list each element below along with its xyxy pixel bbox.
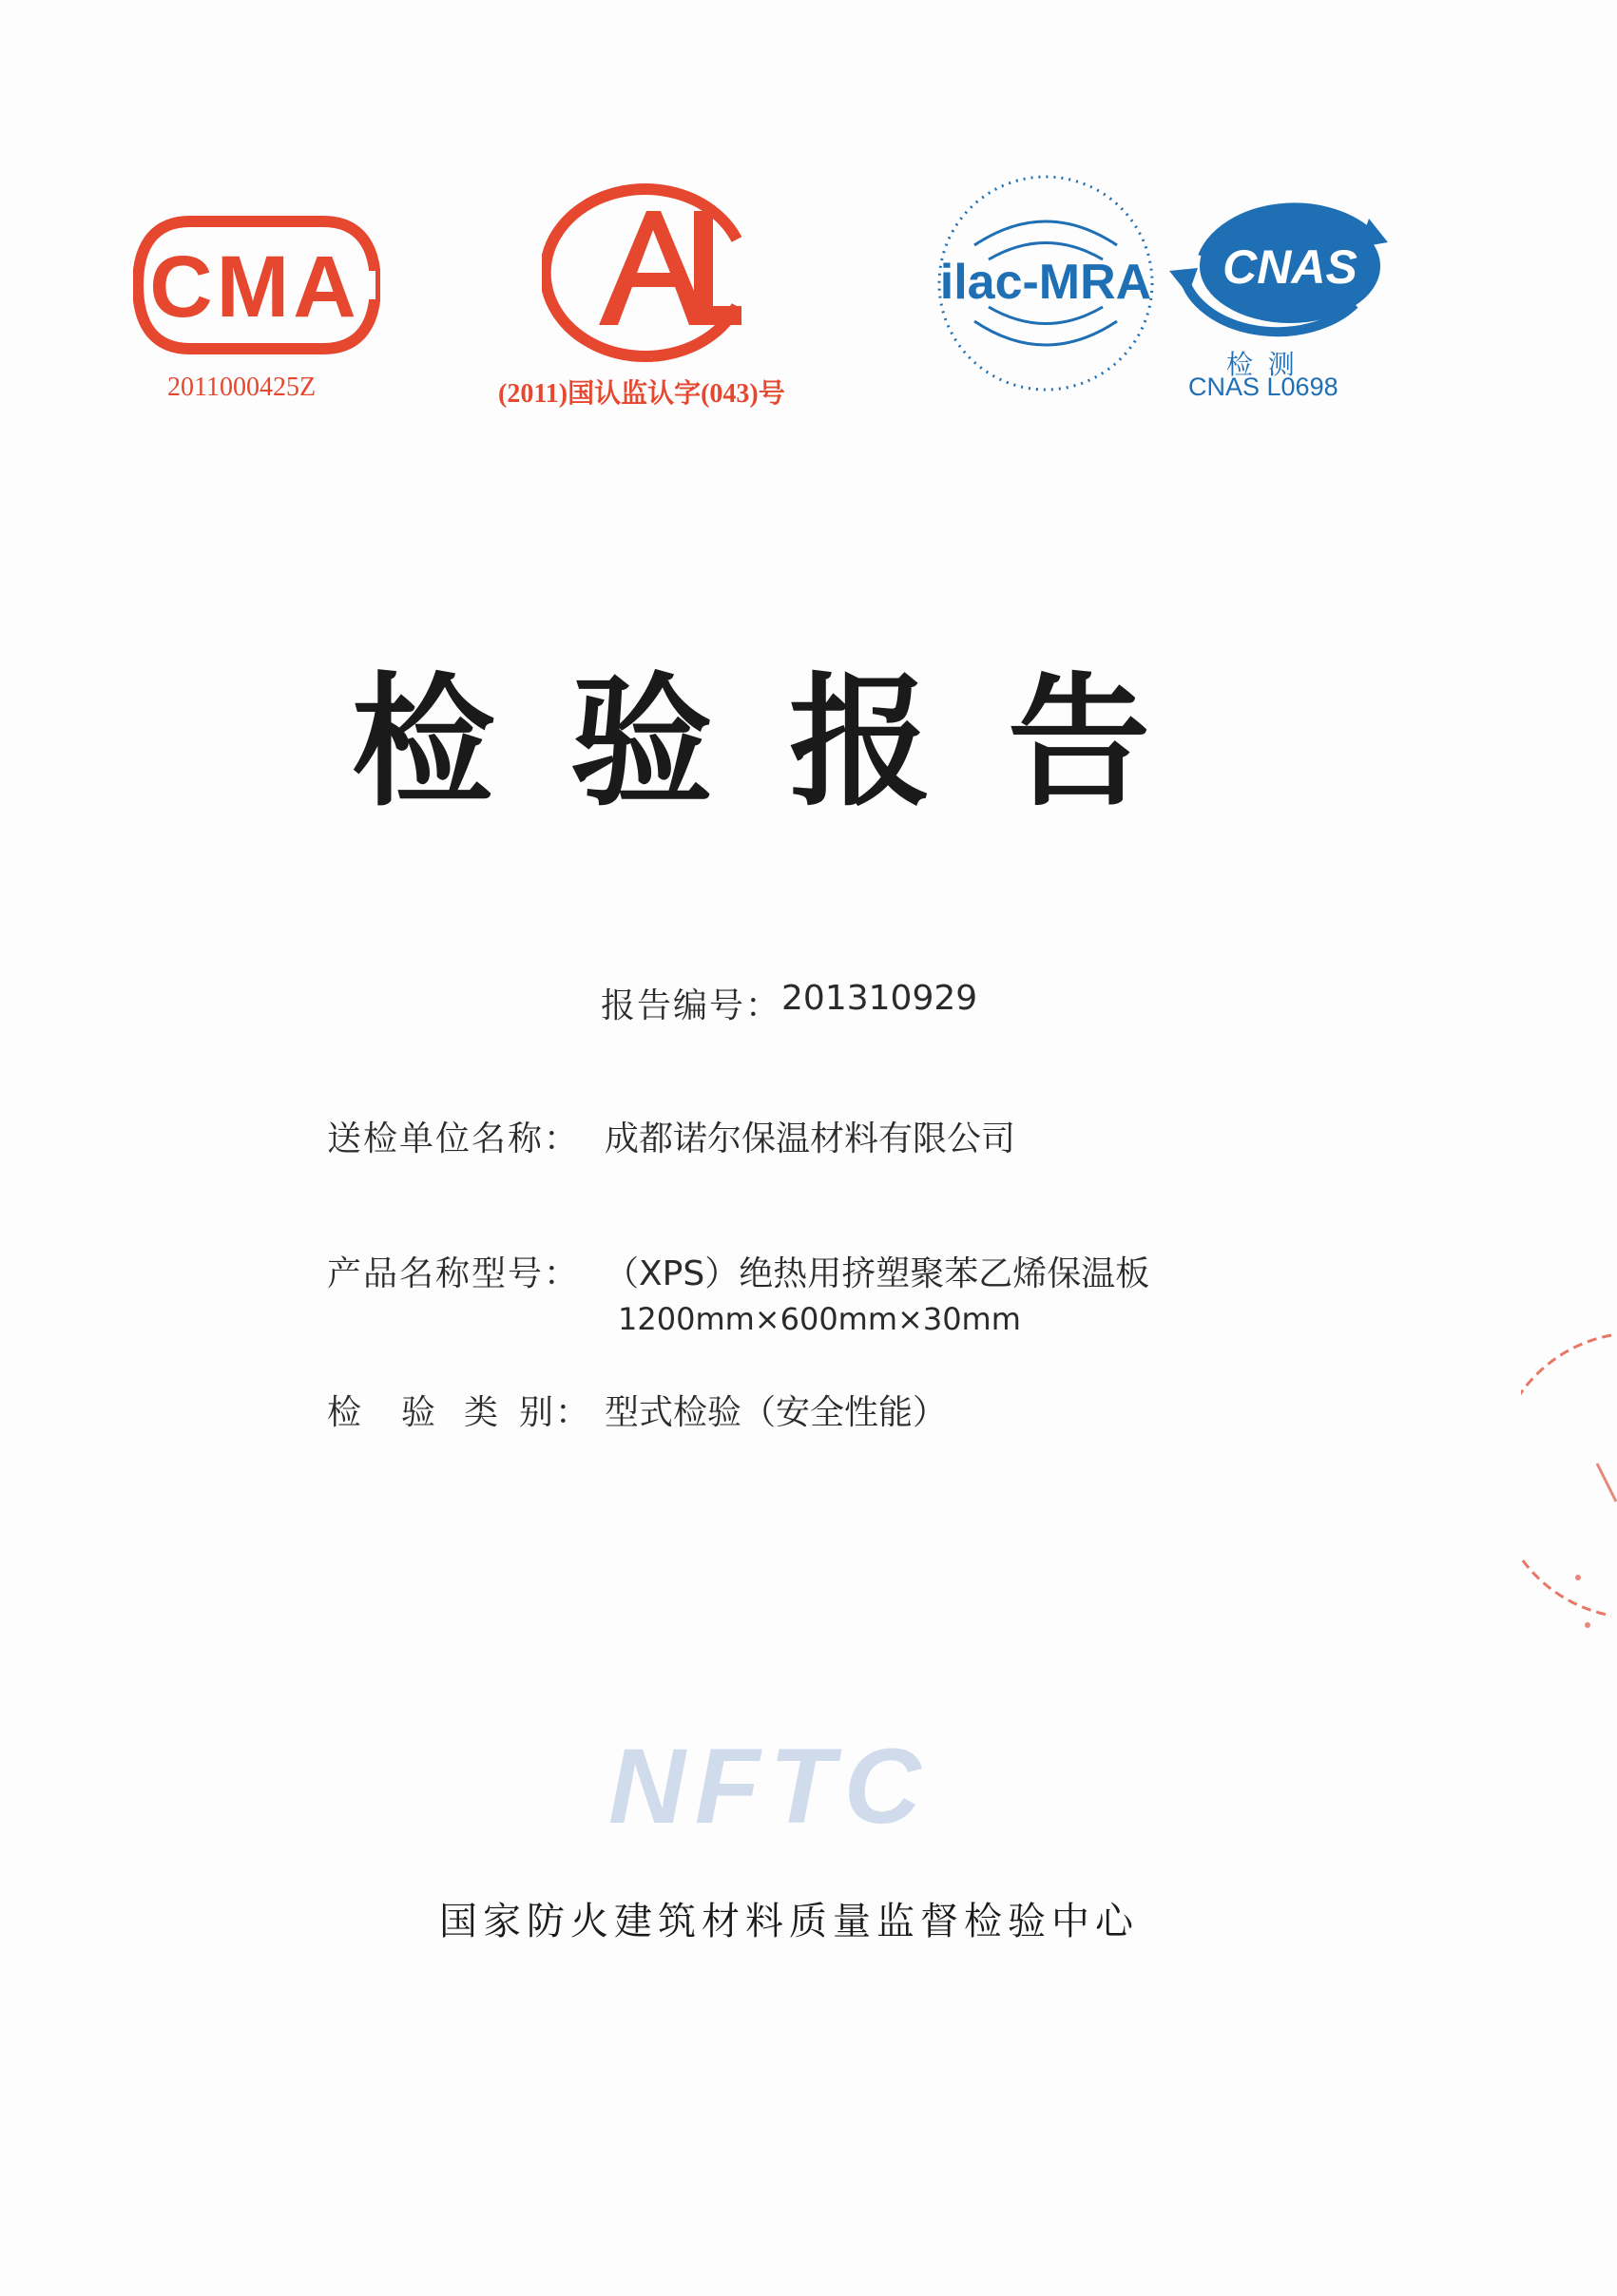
nftc-watermark: NFTC <box>608 1727 931 1846</box>
cnas-mark-text: CNAS <box>1222 240 1357 294</box>
inspection-type-label-char: 别： <box>519 1393 592 1432</box>
cal-mark-text: CAL <box>650 358 652 359</box>
issuing-organization: 国家防火建筑材料质量监督检验中心 <box>439 1900 1139 1943</box>
cma-number: 2011000425Z <box>167 373 317 402</box>
product-row <box>327 1247 1149 1337</box>
inspection-type-row <box>327 1386 947 1434</box>
product-value-line1: （XPS）绝热用挤塑聚苯乙烯保温板 <box>605 1254 1150 1293</box>
inspection-type-label-char: 检 <box>327 1393 364 1432</box>
report-number-row <box>601 979 977 1027</box>
ilac-mark-text: ilac-MRA <box>939 255 1152 310</box>
cma-mark-text: CMA <box>149 239 360 335</box>
product-label: 产品名称型号： <box>327 1254 581 1293</box>
cal-number: (2011)国认监认字(043)号 <box>498 379 785 409</box>
inspection-type-label-char: 验 <box>401 1393 438 1432</box>
cnas-number: CNAS L0698 <box>1188 373 1338 401</box>
report-number-label: 报告编号： <box>601 986 782 1025</box>
client-value: 成都诺尔保温材料有限公司 <box>605 1119 1016 1158</box>
inspection-type-label-char: 类 <box>464 1393 501 1432</box>
cnas-label: 检 测 <box>1226 350 1299 379</box>
ilac-mra-logo <box>932 169 1160 397</box>
client-row <box>327 1112 1015 1160</box>
report-title: 检验报告 <box>351 660 1226 826</box>
product-value-line2: 1200mm×600mm×30mm <box>618 1301 1021 1337</box>
cnas-logo <box>1165 181 1393 342</box>
inspection-type-label <box>327 1386 605 1434</box>
inspection-type-value: 型式检验（安全性能） <box>605 1393 948 1432</box>
report-number-value: 201310929 <box>781 979 978 1018</box>
partial-seal-stamp <box>1521 1330 1617 1648</box>
cal-logo <box>542 182 760 363</box>
cma-logo <box>133 214 380 356</box>
client-label: 送检单位名称： <box>327 1119 581 1158</box>
product-value <box>605 1247 1149 1337</box>
